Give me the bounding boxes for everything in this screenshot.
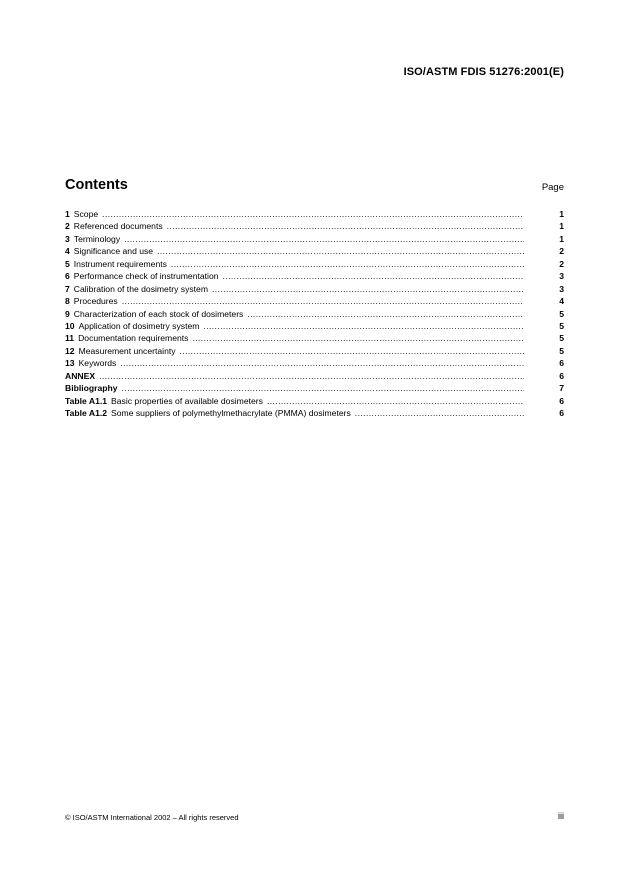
toc-entry-page: 1 <box>559 233 564 244</box>
toc-entry-page: 2 <box>559 258 564 269</box>
toc-entry-label <box>65 395 263 407</box>
toc-entry-number: Bibliography <box>65 383 118 394</box>
toc-entry-label <box>65 345 176 357</box>
toc-entry-page: 6 <box>559 358 564 369</box>
toc-entry-text: Terminology <box>73 233 121 244</box>
toc-leader-dots <box>223 270 524 282</box>
toc-entry-text: Basic properties of available dosimeters <box>111 395 263 406</box>
toc-entry-text: Some suppliers of polymethylmethacrylate (PMMA) dosimeters <box>111 408 351 418</box>
toc-entry-page: 3 <box>559 271 564 282</box>
toc-leader-dots <box>99 370 524 382</box>
toc-entry-number: Table A1.2 <box>65 408 108 418</box>
toc-entry-text: Keywords <box>78 358 117 369</box>
toc-entry-text: Measurement uncertainty <box>78 345 176 356</box>
toc-entry-label <box>65 357 116 369</box>
toc-entry[interactable] <box>65 357 564 369</box>
toc-entry-text: Characterization of each stock of dosimeters <box>73 308 244 319</box>
toc-entry-page: 5 <box>559 320 564 331</box>
toc-leader-dots <box>355 407 524 419</box>
toc-leader-dots <box>102 208 524 220</box>
toc-entry[interactable] <box>65 320 564 332</box>
toc-entry-number: 3 <box>65 233 70 244</box>
toc-leader-dots <box>124 233 524 245</box>
toc-entry-label <box>65 308 243 320</box>
toc-entry-page: 1 <box>559 221 564 232</box>
toc-entry[interactable] <box>65 295 564 307</box>
toc-entry-page: 4 <box>559 296 564 307</box>
toc-leader-dots <box>120 357 524 369</box>
toc-entry-label <box>65 407 351 419</box>
toc-entry[interactable] <box>65 395 564 407</box>
toc-leader-dots <box>247 308 524 320</box>
toc-entry-label <box>65 220 163 232</box>
toc-entry-number: 6 <box>65 271 70 282</box>
toc-entry-label <box>65 283 208 295</box>
toc-entry-text: Performance check of instrumentation <box>73 271 219 282</box>
toc-entry-page: 7 <box>559 383 564 394</box>
toc-entry-number: 4 <box>65 246 70 257</box>
toc-entry[interactable] <box>65 233 564 245</box>
toc-entry[interactable] <box>65 370 564 382</box>
contents-title: Contents <box>65 177 128 193</box>
toc-entry[interactable] <box>65 345 564 357</box>
toc-entry[interactable] <box>65 332 564 344</box>
toc-entry[interactable] <box>65 270 564 282</box>
toc-entry-number: 11 <box>65 333 75 344</box>
document-reference: ISO/ASTM FDIS 51276:2001(E) <box>403 66 564 78</box>
toc-entry-text: Procedures <box>73 296 118 307</box>
page-column-label: Page <box>541 182 564 193</box>
toc-leader-dots <box>122 382 524 394</box>
toc-entry-number: 2 <box>65 221 70 232</box>
toc-leader-dots <box>167 220 524 232</box>
toc-entry-page: 5 <box>559 345 564 356</box>
toc-leader-dots <box>180 345 524 357</box>
toc-entry-label <box>65 332 188 344</box>
toc-entry-label <box>65 320 199 332</box>
toc-entry-label <box>65 382 118 394</box>
toc-entry[interactable] <box>65 308 564 320</box>
toc-entry-label <box>65 233 120 245</box>
toc-entry[interactable] <box>65 382 564 394</box>
toc-entry-page: 6 <box>559 370 564 381</box>
footer-copyright: © ISO/ASTM International 2002 – All rights reserved <box>65 813 239 822</box>
toc-entry-label <box>65 370 95 382</box>
toc-entry-label <box>65 245 153 257</box>
toc-entry[interactable] <box>65 245 564 257</box>
toc-entry-page: 5 <box>559 333 564 344</box>
toc-entry[interactable] <box>65 283 564 295</box>
toc-entry[interactable] <box>65 220 564 232</box>
toc-entry-page: 1 <box>559 209 564 219</box>
toc-entry-number: 13 <box>65 358 75 369</box>
toc-entry[interactable] <box>65 258 564 270</box>
toc-entry-label <box>65 208 98 220</box>
toc-leader-dots <box>122 295 524 307</box>
footer-page-number: iii <box>558 811 564 821</box>
toc-entry-number: 1 <box>65 209 70 219</box>
toc-entry-number: 12 <box>65 345 75 356</box>
toc-leader-dots <box>267 395 524 407</box>
table-of-contents <box>65 208 564 419</box>
toc-leader-dots <box>157 245 524 257</box>
toc-entry-text: Instrument requirements <box>73 258 167 269</box>
toc-entry[interactable] <box>65 407 564 419</box>
toc-entry-text: Significance and use <box>73 246 154 257</box>
toc-entry-label <box>65 258 167 270</box>
toc-leader-dots <box>192 332 524 344</box>
toc-entry-number: 5 <box>65 258 70 269</box>
toc-entry-text: Calibration of the dosimetry system <box>73 283 208 294</box>
toc-entry-text: Documentation requirements <box>78 333 189 344</box>
toc-entry-text: Referenced documents <box>73 221 163 232</box>
toc-entry-number: 10 <box>65 320 75 331</box>
toc-leader-dots <box>171 258 524 270</box>
toc-entry-number: ANNEX <box>65 370 96 381</box>
toc-entry-label <box>65 270 219 282</box>
toc-entry-page: 3 <box>559 283 564 294</box>
toc-entry[interactable] <box>65 208 564 220</box>
toc-entry-label <box>65 295 118 307</box>
toc-entry-number: 8 <box>65 296 70 307</box>
toc-entry-page: 5 <box>559 308 564 319</box>
toc-entry-number: 7 <box>65 283 70 294</box>
toc-entry-page: 2 <box>559 246 564 257</box>
toc-entry-number: 9 <box>65 308 70 319</box>
toc-leader-dots <box>203 320 524 332</box>
toc-entry-text: Scope <box>73 209 99 219</box>
toc-entry-number: Table A1.1 <box>65 395 108 406</box>
toc-entry-text: Application of dosimetry system <box>78 320 200 331</box>
toc-entry-page: 6 <box>559 395 564 406</box>
toc-leader-dots <box>212 283 524 295</box>
toc-entry-page: 6 <box>559 408 564 418</box>
